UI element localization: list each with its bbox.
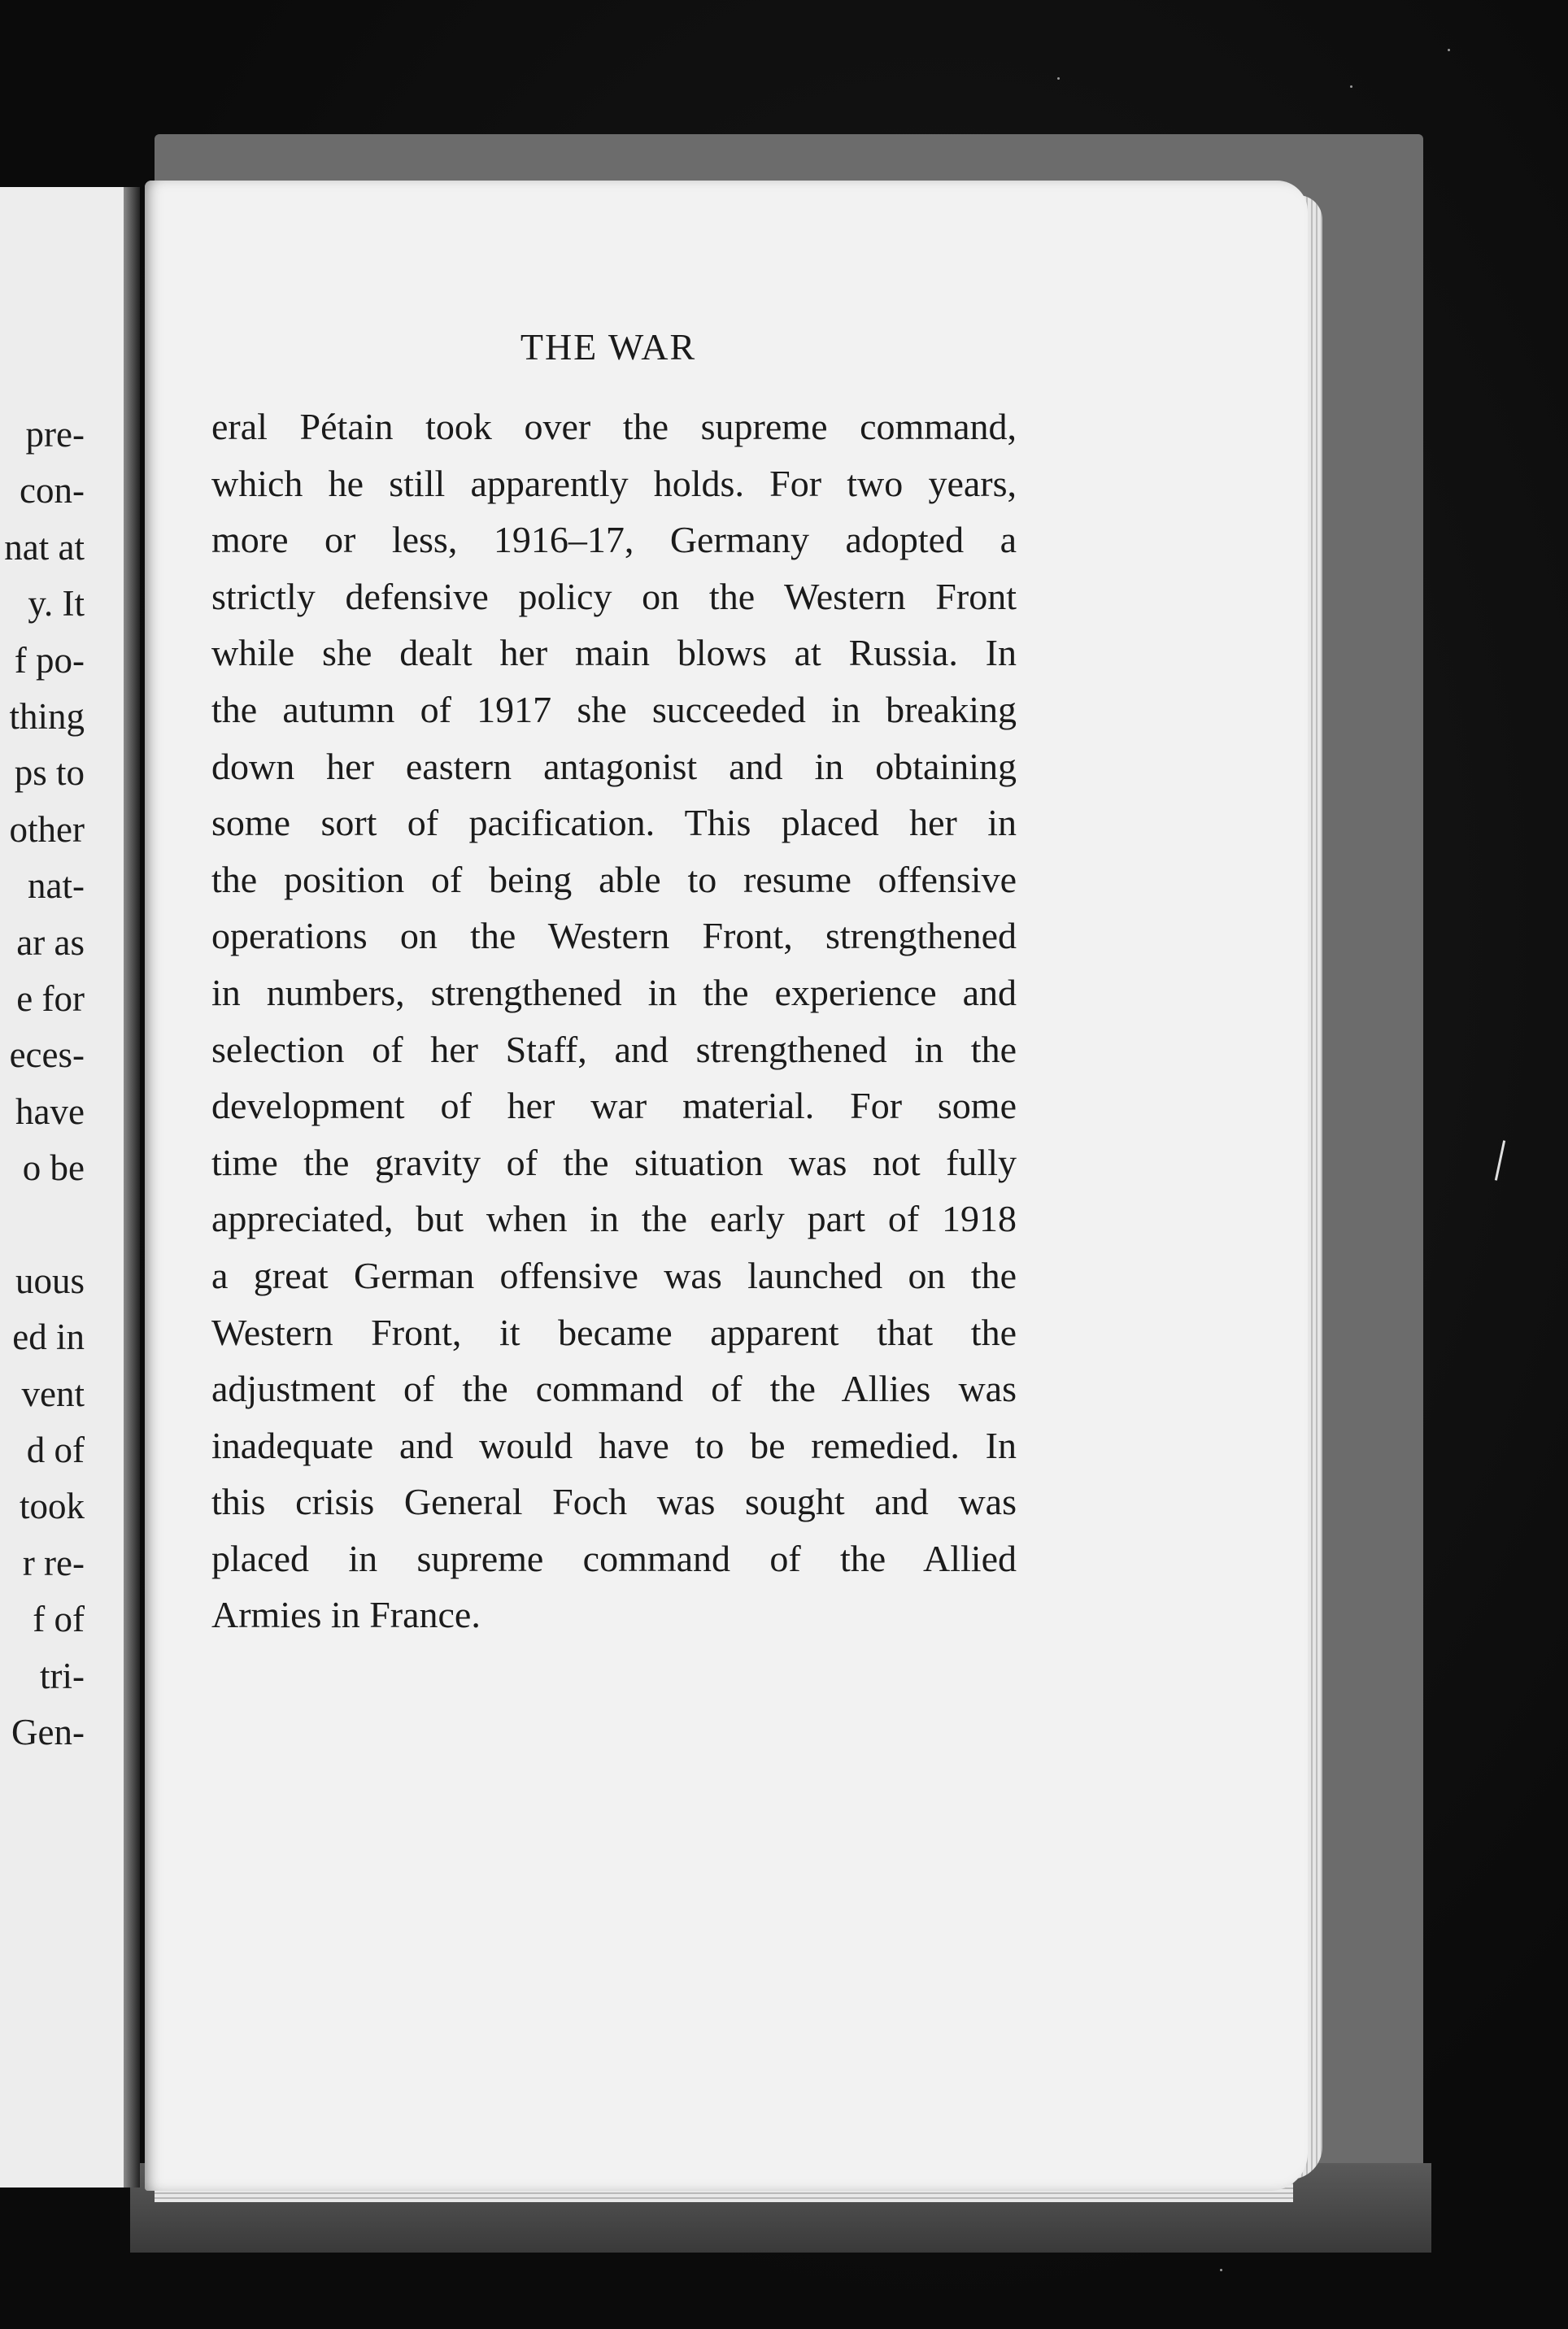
left-page-line: o be <box>22 1147 85 1189</box>
scan-speck <box>1057 77 1060 80</box>
text-line: Armies in France. <box>211 1594 481 1636</box>
left-page-line: e for <box>16 977 85 1019</box>
text-line: the position of being able to resume offensive <box>211 858 1017 900</box>
text-line: this crisis General Foch was sought and was <box>211 1481 1017 1523</box>
text-line: placed in supreme command of the Allied <box>211 1537 1017 1579</box>
text-line: appreciated, but when in the early part of 1918 <box>211 1198 1017 1240</box>
body-text <box>211 398 1017 1643</box>
text-line: strictly defensive policy on the Western Front <box>211 575 1017 617</box>
text-line: time the gravity of the situation was not fully <box>211 1141 1017 1183</box>
left-page-line: nat- <box>28 865 85 907</box>
text-line: while she dealt her main blows at Russia. In <box>211 632 1017 674</box>
left-page-line: tri- <box>40 1655 85 1696</box>
left-page-line: vent <box>21 1373 85 1414</box>
book-gutter <box>124 187 140 2188</box>
text-line: eral Pétain took over the supreme command, <box>211 406 1017 447</box>
scan-speck <box>1448 49 1450 51</box>
left-page-line: Gen- <box>11 1711 85 1752</box>
text-line: inadequate and would have to be remedied. In <box>211 1424 1017 1466</box>
text-line: selection of her Staff, and strengthened in the <box>211 1028 1017 1070</box>
text-line: operations on the Western Front, strengthened <box>211 915 1017 957</box>
scan-speck <box>1350 85 1352 88</box>
left-page-line <box>4 1196 85 1252</box>
text-line: a great German offensive was launched on the <box>211 1254 1017 1296</box>
text-line: the autumn of 1917 she succeeded in breaking <box>211 688 1017 730</box>
text-line: Western Front, it became apparent that the <box>211 1311 1017 1353</box>
left-page-line: pre- <box>25 414 85 455</box>
text-line: development of her war material. For some <box>211 1085 1017 1127</box>
left-page-line: thing <box>9 695 85 737</box>
left-page-line: con- <box>20 470 85 512</box>
text-line: some sort of pacification. This placed her in <box>211 802 1017 844</box>
left-page-text <box>4 407 85 1761</box>
text-line: adjustment of the command of the Allies was <box>211 1368 1017 1410</box>
running-head: THE WAR <box>520 326 697 368</box>
text-line: in numbers, strengthened in the experience and <box>211 971 1017 1013</box>
scan-speck <box>1220 2269 1222 2271</box>
text-line: which he still apparently holds. For two years, <box>211 462 1017 504</box>
left-page-line: y. It <box>28 583 85 625</box>
left-page <box>0 187 127 2188</box>
left-page-line: uous <box>15 1260 85 1301</box>
left-page-line: ps to <box>14 752 85 794</box>
left-page-line: ar as <box>16 921 85 963</box>
left-page-line: ed in <box>12 1317 85 1358</box>
left-page-line: have <box>15 1090 85 1132</box>
text-line: more or less, 1916–17, Germany adopted a <box>211 519 1017 561</box>
left-page-line: eces- <box>9 1034 85 1076</box>
left-page-line: f po- <box>14 639 85 681</box>
left-page-line: d of <box>26 1430 85 1471</box>
left-page-line: other <box>9 808 85 850</box>
left-page-line: nat at <box>4 526 85 568</box>
left-page-line: f of <box>33 1599 85 1640</box>
left-page-line: r re- <box>22 1542 85 1583</box>
text-line: down her eastern antagonist and in obtaining <box>211 745 1017 787</box>
left-page-line: took <box>19 1486 85 1527</box>
